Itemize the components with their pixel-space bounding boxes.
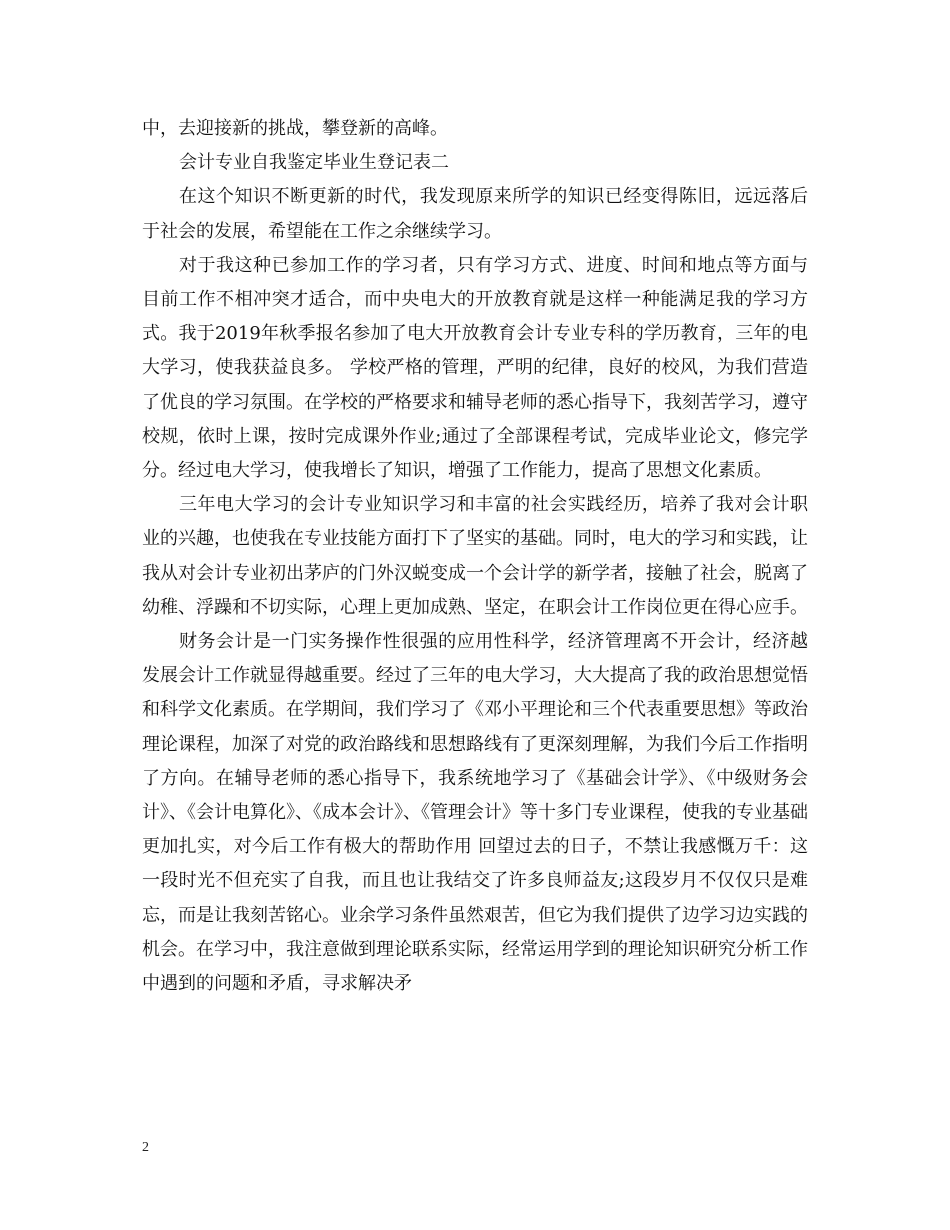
paragraph: 财务会计是一门实务操作性很强的应用性科学，经济管理离不开会计，经济越发展会计工作就显得越重要。经过了三年的电大学习，大大提高了我的政治思想觉悟和科学文化素质。在学期间，我们学习了《邓小平理论和三个代表重要思想》等政治理论课程，加深了对党的政治路线和思想路线有了更深刻理解，为我们今后工作指明了方向。在辅导老师的悉心指导下，我系统地学习了《基础会计学》、《中级财务会计》、《会计电算化》、《成本会计》、《管理会计》等十多门专业课程，使我的专业基础更加扎实，对今后工作有极大的帮助作用 回望过去的日子，不禁让我感慨万千：这一段时光不但充实了自我，而且也让我结交了许多良师益友;这段岁月不仅仅只是难忘，而是让我刻苦铭心。业余学习条件虽然艰苦，但它为我们提供了边学习边实践的机会。在学习中，我注意做到理论联系实际，经常运用学到的理论知识研究分析工作中遇到的问题和矛盾，寻求解决矛 <box>142 631 808 995</box>
document-body <box>142 112 808 1001</box>
paragraph-continuation: 中，去迎接新的挑战，攀登新的高峰。 <box>142 118 448 139</box>
section-heading: 会计专业自我鉴定毕业生登记表二 <box>179 152 449 174</box>
paragraph: 在这个知识不断更新的时代，我发现原来所学的知识已经变得陈旧，远远落后于社会的发展，希望能在工作之余继续学习。 <box>142 186 808 242</box>
paragraph: 三年电大学习的会计专业知识学习和丰富的社会实践经历，培养了我对会计职业的兴趣，也使我在专业技能方面打下了坚实的基础。同时，电大的学习和实践，让我从对会计专业初出茅庐的门外汉蜕变成一个会计学的新学者，接触了社会，脱离了幼稚、浮躁和不切实际，心理上更加成熟、坚定，在职会计工作岗位更在得心应手。 <box>142 494 808 618</box>
page-number: 2 <box>142 1140 149 1155</box>
paragraph: 对于我这种已参加工作的学习者，只有学习方式、进度、时间和地点等方面与目前工作不相冲突才适合，而中央电大的开放教育就是这样一种能满足我的学习方式。我于2019年秋季报名参加了电大开放教育会计专业专科的学历教育，三年的电大学习，使我获益良多。 学校严格的管理，严明的纪律，良好的校风，为我们营造了优良的学习氛围。在学校的严格要求和辅导老师的悉心指导下，我刻苦学习，遵守校规，依时上课，按时完成课外作业;通过了全部课程考试，完成毕业论文，修完学分。经过电大学习，使我增长了知识，增强了工作能力，提高了思想文化素质。 <box>142 254 808 482</box>
